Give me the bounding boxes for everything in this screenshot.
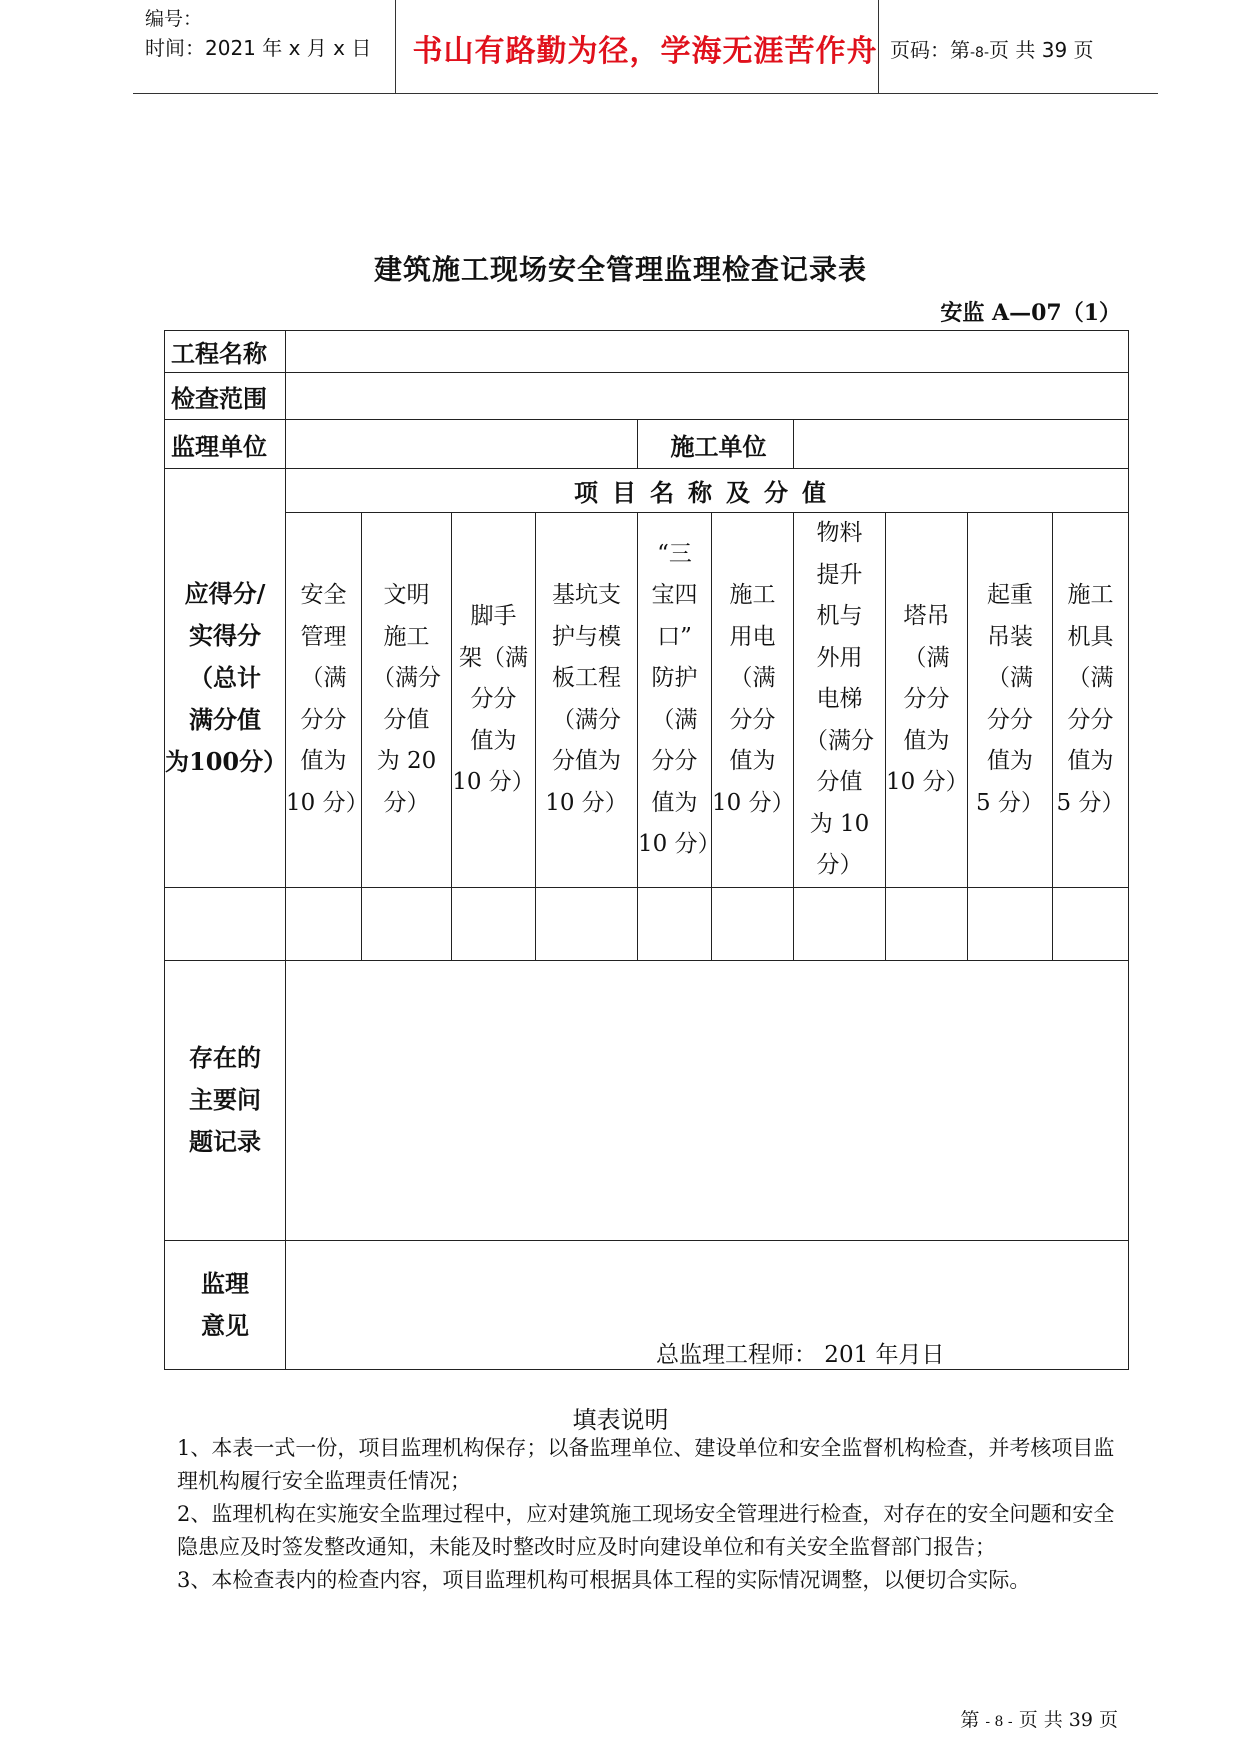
score-cell[interactable] <box>362 887 452 960</box>
page-header <box>133 0 1158 94</box>
note-item: 1、本表一式一份，项目监理机构保存；以备监理单位、建设单位和安全监督机构检查，并考核项目监理机构履行安全监理责任情况； <box>177 1436 1115 1493</box>
check-scope-field[interactable] <box>286 373 1129 420</box>
score-cell[interactable] <box>1053 887 1129 960</box>
opinion-label: 监理 意见 <box>165 1240 286 1369</box>
construction-unit-label: 施工单位 <box>638 420 794 469</box>
document-date: 时间：2021 年 x 月 x 日 <box>145 36 372 60</box>
project-name-field[interactable] <box>286 331 1129 373</box>
category-lifting: 起重 吊装 （满 分分 值为 5 分） <box>968 513 1053 888</box>
score-row-label-cell <box>165 887 286 960</box>
category-safety-management: 安全 管理 （满 分分 值为 10 分） <box>286 513 362 888</box>
score-cell[interactable] <box>536 887 638 960</box>
score-label: 应得分/ 实得分 （总计 满分值 为100分） <box>165 469 286 888</box>
note-item: 3、本检查表内的检查内容，项目监理机构可根据具体工程的实际情况调整，以便切合实际。 <box>177 1568 1031 1592</box>
form-title: 建筑施工现场安全管理监理检查记录表 <box>373 253 867 286</box>
category-hoist-elevator: 物料 提升 机与 外用 电梯 （满分 分值 为 10 分） <box>794 513 886 888</box>
category-three-treasures-four-openings: “三 宝四 口” 防护 （满 分分 值为 10 分） <box>638 513 712 888</box>
note-item: 2、监理机构在实施安全监理过程中，应对建筑施工现场安全管理进行检查，对存在的安全问题和安全隐患应及时签发整改通知，未能及时整改时应及时向建设单位和有关安全监督部门报告； <box>177 1502 1115 1559</box>
category-construction-machinery: 施工 机具 （满 分分 值为 5 分） <box>1053 513 1129 888</box>
category-foundation-formwork: 基坑支 护与模 板工程 （满分 分值为 10 分） <box>536 513 638 888</box>
header-motto: 书山有路勤为径，学海无涯苦作舟 <box>412 34 878 69</box>
problems-label: 存在的 主要问 题记录 <box>165 960 286 1240</box>
items-header: 项目名称及分值 <box>286 469 1129 513</box>
page-footer: 第 - 8 - 页 共 39 页 <box>960 1709 1118 1731</box>
category-tower-crane: 塔吊 （满 分分 值为 10 分） <box>886 513 968 888</box>
notes-list <box>177 1432 1127 1597</box>
score-cell[interactable] <box>286 887 362 960</box>
inspection-form-table <box>164 330 1129 1370</box>
score-cell[interactable] <box>794 887 886 960</box>
score-cell[interactable] <box>452 887 536 960</box>
supervision-unit-label: 监理单位 <box>165 420 286 469</box>
form-code: 安监 A—07（1） <box>940 300 1121 326</box>
category-construction-electricity: 施工 用电 （满 分分 值为 10 分） <box>712 513 794 888</box>
score-cell[interactable] <box>886 887 968 960</box>
category-scaffolding: 脚手 架（满 分分 值为 10 分） <box>452 513 536 888</box>
construction-unit-field[interactable] <box>794 420 1129 469</box>
project-name-label: 工程名称 <box>165 331 286 373</box>
opinion-field[interactable] <box>286 1240 1129 1369</box>
check-scope-label: 检查范围 <box>165 373 286 420</box>
category-civilized-construction: 文明 施工 （满分 分值 为 20 分） <box>362 513 452 888</box>
score-cell[interactable] <box>638 887 712 960</box>
problems-field[interactable] <box>286 960 1129 1240</box>
supervision-unit-field[interactable] <box>286 420 638 469</box>
score-cell[interactable] <box>968 887 1053 960</box>
score-cell[interactable] <box>712 887 794 960</box>
header-page-indicator: 页码：第-8-页 共 39 页 <box>890 38 1094 62</box>
notes-title: 填表说明 <box>572 1406 669 1434</box>
document-number-label: 编号： <box>145 8 203 30</box>
chief-engineer-signature-line: 总监理工程师： 201 年月日 <box>656 1341 945 1368</box>
